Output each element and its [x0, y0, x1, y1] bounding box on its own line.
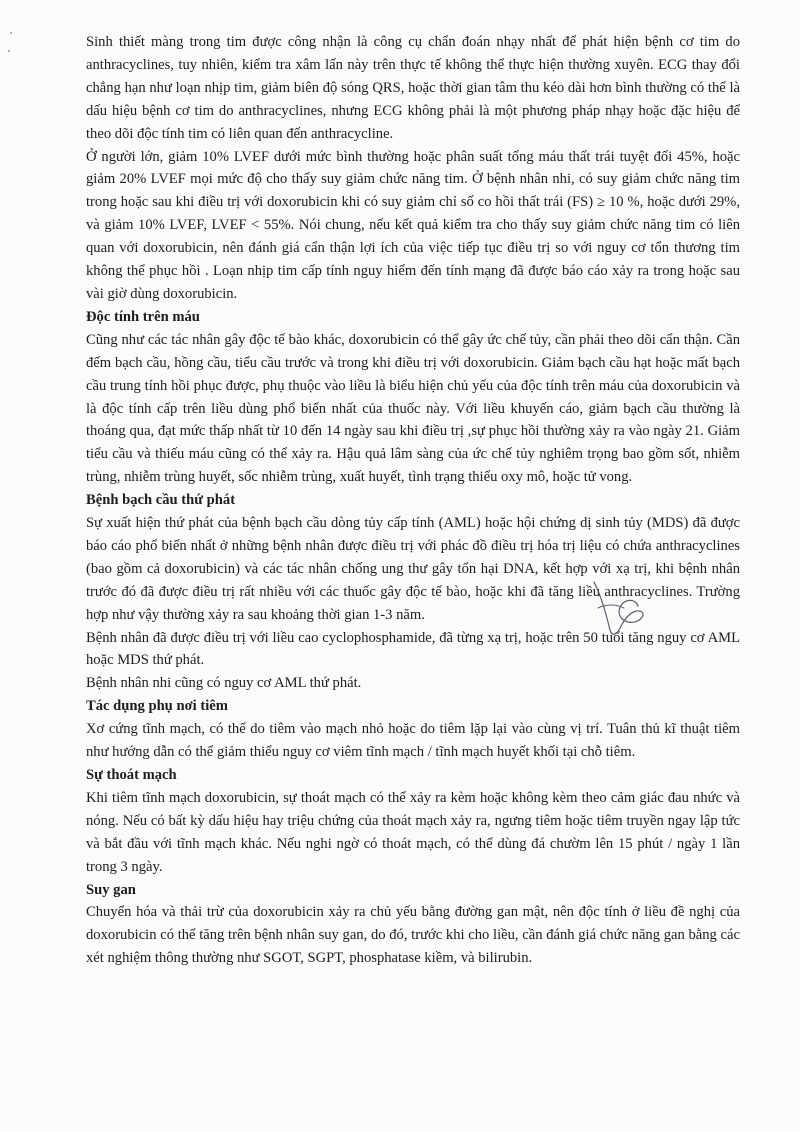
paragraph: Sinh thiết màng trong tim được công nhận là công cụ chẩn đoán nhạy nhất để phát hiện bệnh cơ tim do anthracyclines, tuy nhiên, kiểm tra xâm lấn này trên thực tế không thể thực hiện thường xuyên. ECG thay đổi chẳng hạn như loạn nhịp tim, giảm biên độ sóng QRS, hoặc thời gian tâm thu kéo dài hơn bình thường có thể là dấu hiệu bệnh cơ tim do anthracyclines, nhưng ECG không phải là một phương pháp nhạy hoặc đặc hiệu để theo dõi độc tính tim có liên quan đến anthracycline.: [86, 34, 740, 142]
paragraph: Bệnh nhân nhi cũng có nguy cơ AML thứ phát.: [86, 675, 362, 692]
paragraph: Chuyển hóa và thải trừ của doxorubicin xảy ra chủ yếu bằng đường gan mật, nên độc tính ở liều đề nghị của doxorubicin có thể tăng trên bệnh nhân suy gan, do đó, trước khi cho liều, cần đánh giá chức năng gan bằng các xét nghiệm thông thường như SGOT, SGPT, phosphatase kiềm, và bilirubin.: [86, 904, 740, 967]
paragraph: Ở người lớn, giảm 10% LVEF dưới mức bình thường hoặc phân suất tống máu thất trái tuyệt đối 45%, hoặc giảm 20% LVEF mọi mức độ cho thấy suy giảm chức năng tim. Ở bệnh nhân nhi, có suy giảm chức năng tim trong hoặc sau khi điều trị với doxorubicin khi có suy giảm chỉ số co hồi thất trái (FS) ≥ 10 %, hoặc dưới 29%, và giảm 10% LVEF, LVEF < 55%. Nói chung, nếu kết quả kiểm tra cho thấy suy giảm chức năng tim có liên quan với doxorubicin, nên đánh giá cẩn thận lợi ích của việc tiếp tục điều trị so với nguy cơ tổn thương tim không thể phục hồi . Loạn nhịp tim cấp tính nguy hiểm đến tính mạng đã được báo cáo xảy ra trong hoặc sau vài giờ dùng doxorubicin.: [86, 148, 740, 302]
section-heading: Tác dụng phụ nơi tiêm: [86, 698, 228, 715]
paragraph: Bệnh nhân đã được điều trị với liều cao cyclophosphamide, đã từng xạ trị, hoặc trên 50 tuổi tăng nguy cơ AML hoặc MDS thứ phát.: [86, 629, 740, 669]
scan-margin-marks: [6, 30, 26, 70]
paragraph: Xơ cứng tĩnh mạch, có thể do tiêm vào mạch nhỏ hoặc do tiêm lặp lại vào cùng vị trí. Tuân thủ kĩ thuật tiêm như hướng dẫn có thể giảm thiểu nguy cơ viêm tĩnh mạch / tĩnh mạch huyết khối tại chỗ tiêm.: [86, 721, 740, 761]
paragraph: Sự xuất hiện thứ phát của bệnh bạch cầu dòng tủy cấp tính (AML) hoặc hội chứng dị sinh tủy (MDS) đã được báo cáo phổ biến nhất ở những bệnh nhân được điều trị với phác đồ điều trị hóa trị liệu có chứa anthracyclines (bao gồm cả doxorubicin) và các tác nhân chống ung thư gây tổn hại DNA, kết hợp với xạ trị, khi bệnh nhân trước đó đã được điều trị rất nhiều với các thuốc gây độc tế bào, hoặc khi đã tăng liều anthracyclines. Trường hợp như vậy thường xảy ra sau khoảng thời gian 1-3 năm.: [86, 515, 740, 623]
section-heading: Độc tính trên máu: [86, 308, 200, 325]
paragraph: Khi tiêm tĩnh mạch doxorubicin, sự thoát mạch có thể xảy ra kèm hoặc không kèm theo cảm giác đau nhức và nóng. Nếu có bất kỳ dấu hiệu hay triệu chứng của thoát mạch xảy ra, ngưng tiêm hoặc tiêm truyền ngay lập tức và bắt đầu với tĩnh mạch khác. Nếu nghi ngờ có thoát mạch, có thể dùng đá chườm lên 15 phút / ngày 1 lần trong 3 ngày.: [86, 789, 740, 875]
paragraph: Cũng như các tác nhân gây độc tế bào khác, doxorubicin có thể gây ức chế tủy, cần phải theo dõi cẩn thận. Cần đếm bạch cầu, hồng cầu, tiểu cầu trước và trong khi điều trị với doxorubicin. Giảm bạch cầu hạt hoặc mất bạch cầu trung tính hồi phục được, phụ thuộc vào liều là biểu hiện chủ yếu của độc tính trên máu của doxorubicin và là độc tính cấp trên liều dùng phổ biến nhất của thuốc này. Với liều khuyến cáo, giảm bạch cầu thường là thoáng qua, đạt mức thấp nhất từ 10 đến 14 ngày sau khi điều trị ,sự phục hồi thường xảy ra vào ngày 21. Giảm tiểu cầu và thiếu máu cũng có thể xảy ra. Hậu quả lâm sàng của ức chế tủy nghiêm trọng bao gồm sốt, nhiễm trùng, nhiễm trùng huyết, sốc nhiễm trùng, xuất huyết, tình trạng thiếu oxy mô, hoặc tử vong.: [86, 331, 740, 486]
section-heading: Suy gan: [86, 881, 136, 898]
handwritten-signature: [576, 578, 648, 640]
document-body: [86, 31, 740, 970]
section-heading: Sự thoát mạch: [86, 767, 177, 783]
section-heading: Bệnh bạch cầu thứ phát: [86, 492, 236, 509]
